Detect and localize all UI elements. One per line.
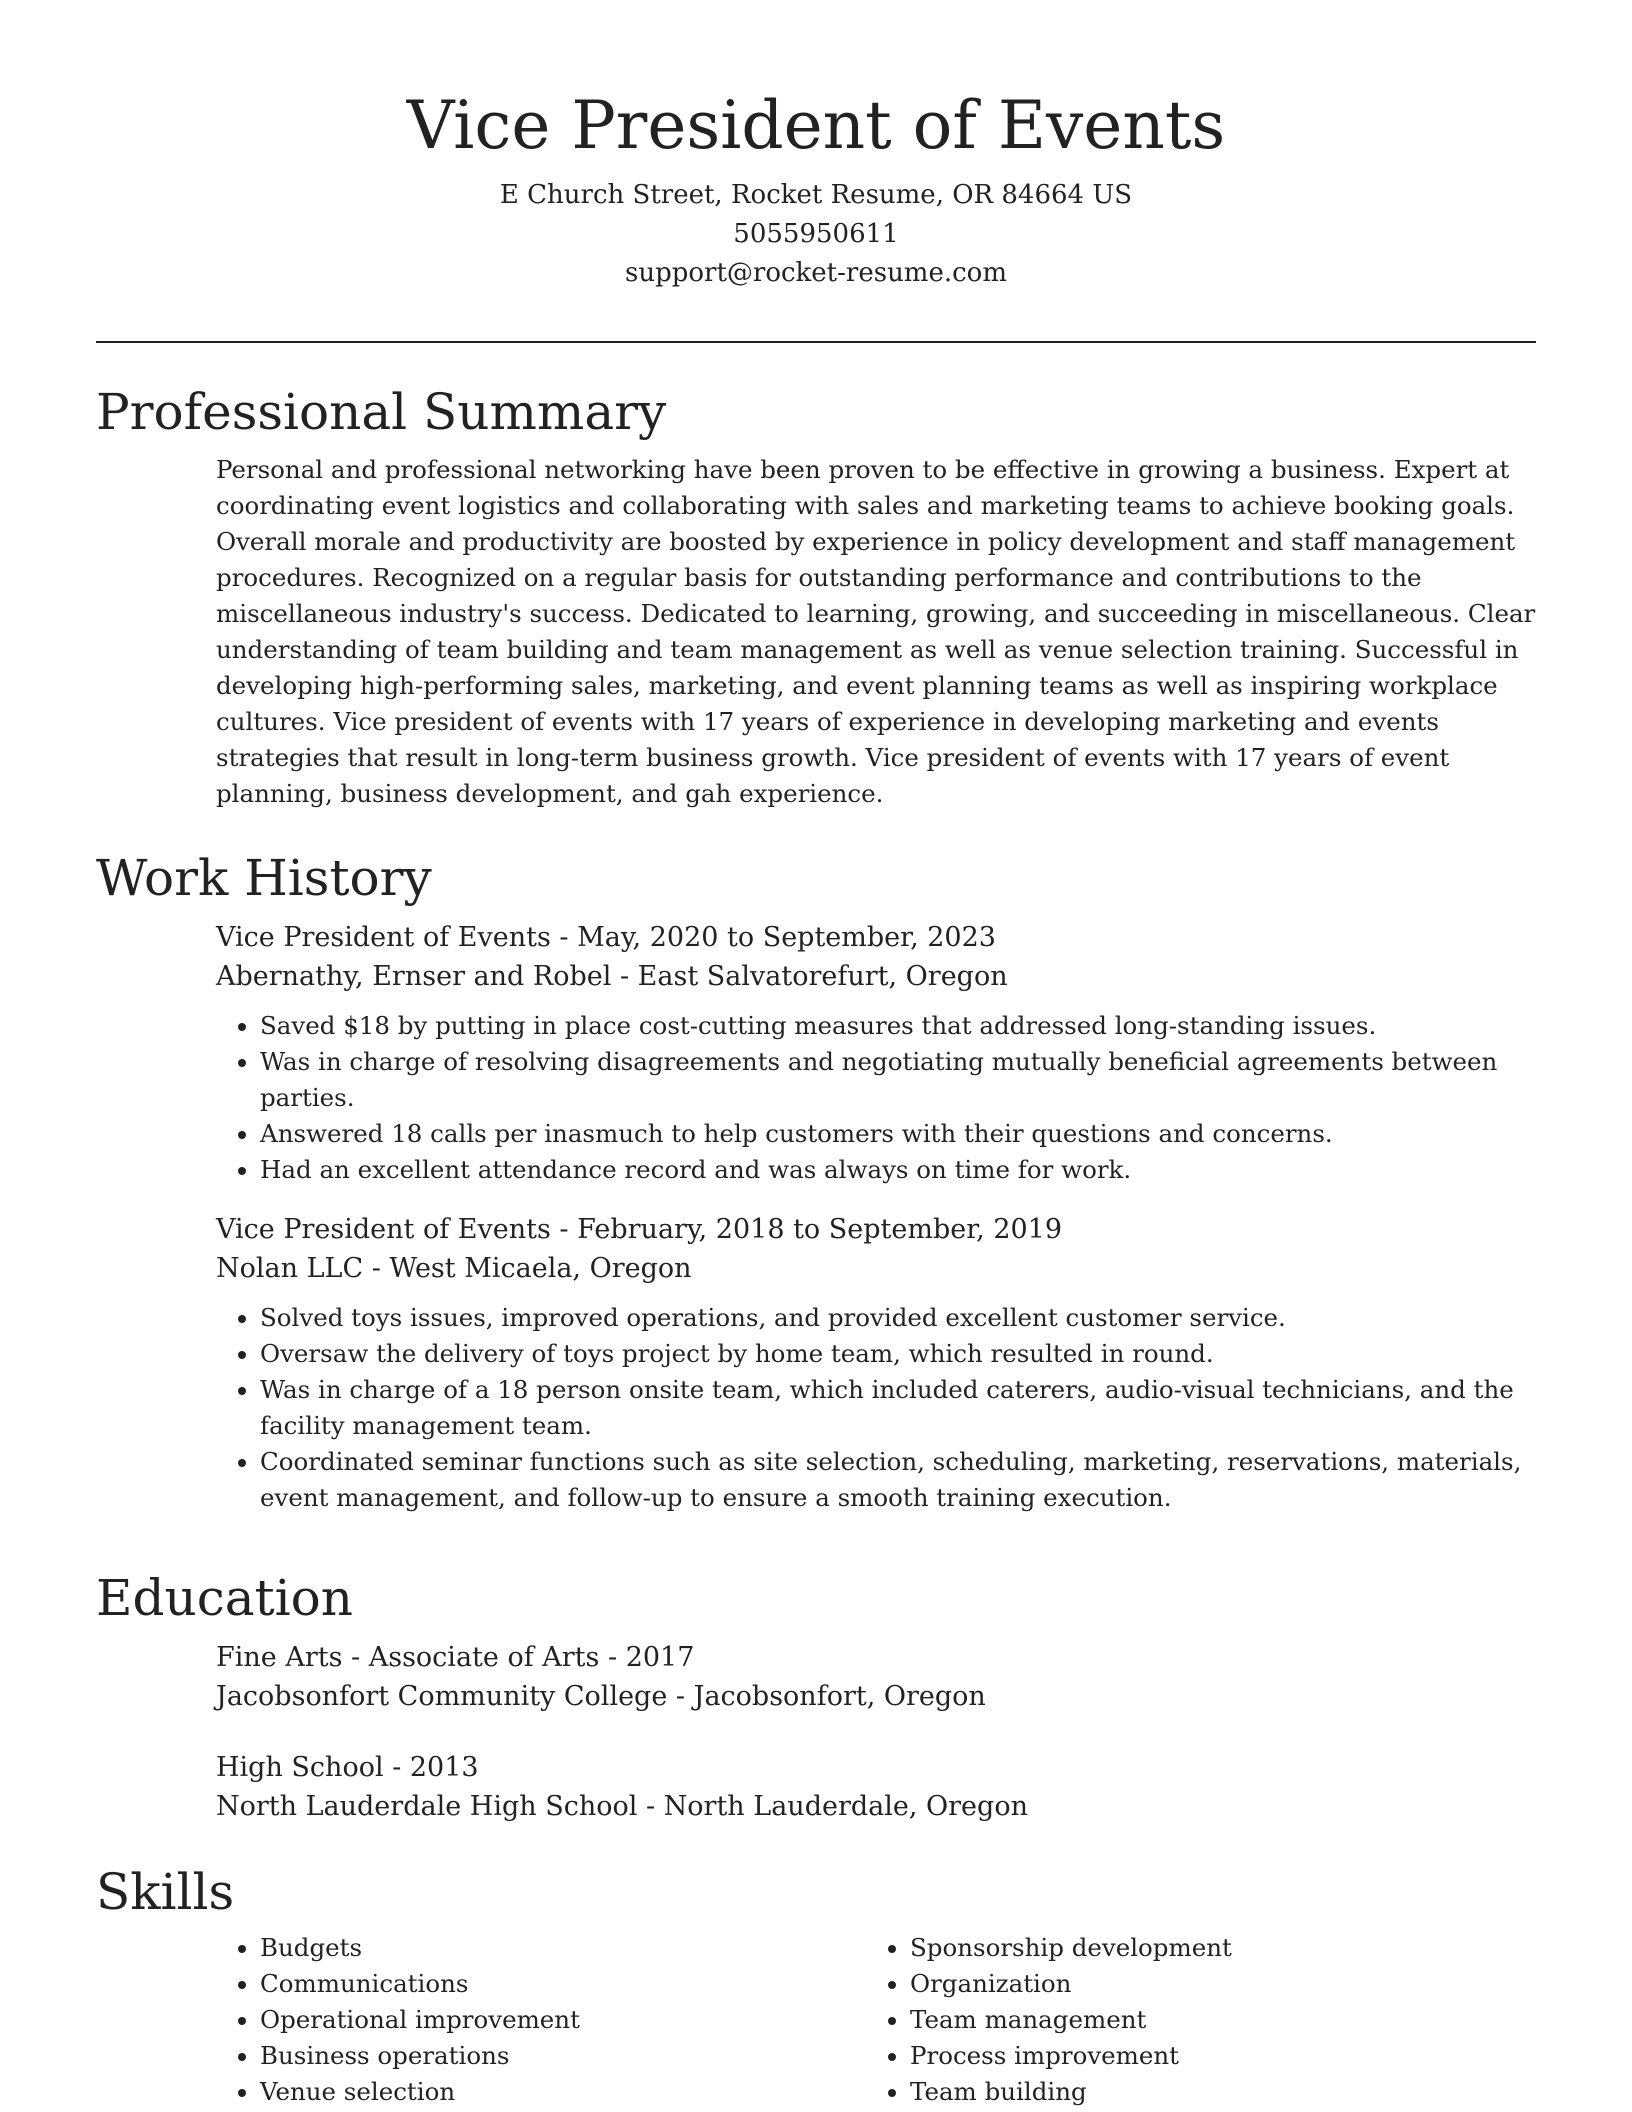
summary-heading: Professional Summary: [96, 383, 667, 441]
education-section: [96, 1566, 1536, 1826]
education-school: North Lauderdale High School: [216, 1791, 638, 1822]
job-title: Vice President of Events: [216, 1214, 551, 1245]
job-employer: Nolan LLC: [216, 1253, 364, 1284]
job-title-line: [216, 918, 1536, 957]
skill-item: • Budgets: [260, 1930, 866, 1966]
job-location: - East Salvatorefurt, Oregon: [611, 961, 1008, 992]
job-dates: - May, 2020 to September, 2023: [550, 922, 996, 953]
job-bullets: [216, 1008, 1536, 1188]
education-degree: High School: [216, 1752, 384, 1783]
job-bullet: • Oversaw the delivery of toys project by home team, which resulted in round.: [260, 1336, 1536, 1372]
skills-section: [96, 1860, 1536, 2110]
skill-item: • Business operations: [260, 2038, 866, 2074]
job-title-line: [216, 1210, 1536, 1249]
education-school-line: [216, 1787, 1536, 1826]
header-divider: [96, 341, 1536, 343]
job-employer-line: [216, 1249, 1536, 1288]
skill-item: • Team building: [910, 2074, 1516, 2110]
email: support@rocket-resume.com: [624, 258, 1007, 288]
skill-item: • Operational improvement: [260, 2002, 866, 2038]
summary-text: Personal and professional networking have been proven to be effective in growing a business. Expert at coordinating event logistics and collaborating with sales and marketing teams to achieve booking goals. Overall morale and productivity are boosted by experience in policy development and staff management procedures. Recognized on a regular basis for outstanding performance and contributions to the miscellaneous industry's success. Dedicated to learning, growing, and succeeding in miscellaneous. Clear understanding of team building and team management as well as venue selection training. Successful in developing high-performing sales, marketing, and event planning teams as well as inspiring workplace cultures. Vice president of events with 17 years of experience in developing marketing and events strategies that result in long-term business growth. Vice president of events with 17 years of event planning, business development, and gah experience.: [216, 455, 1536, 808]
resume-name: Vice President of Events: [406, 87, 1226, 164]
job-title: Vice President of Events: [216, 922, 551, 953]
education-entry: [216, 1638, 1536, 1716]
job-bullet: • Answered 18 calls per inasmuch to help customers with their questions and concerns.: [260, 1116, 1536, 1152]
job-bullet: • Had an excellent attendance record and was always on time for work.: [260, 1152, 1536, 1188]
skills-column-left: [216, 1930, 866, 2110]
job-bullet: • Solved toys issues, improved operations, and provided excellent customer service.: [260, 1300, 1536, 1336]
skill-item: • Communications: [260, 1966, 866, 2002]
skill-item: • Venue selection: [260, 2074, 866, 2110]
education-degree-line: [216, 1638, 1536, 1677]
education-year: - 2017: [599, 1642, 695, 1673]
job-bullet: • Was in charge of a 18 person onsite team, which included caterers, audio-visual technicians, and the facility management team.: [260, 1372, 1536, 1444]
phone: 5055950611: [733, 219, 899, 249]
address: E Church Street, Rocket Resume, OR 84664 US: [499, 180, 1133, 210]
job-bullet: • Coordinated seminar functions such as site selection, scheduling, marketing, reservations, materials, event management, and follow-up to ensure a smooth training execution.: [260, 1444, 1536, 1516]
job-employer: Abernathy, Ernser and Robel: [216, 961, 612, 992]
job-location: - West Micaela, Oregon: [363, 1253, 692, 1284]
job-bullet: • Was in charge of resolving disagreements and negotiating mutually beneficial agreements between parties.: [260, 1044, 1536, 1116]
education-heading: Education: [96, 1569, 353, 1627]
education-location: - North Lauderdale, Oregon: [637, 1791, 1028, 1822]
job-entry: [216, 1210, 1536, 1516]
education-school: Jacobsonfort Community College: [216, 1681, 668, 1712]
job-bullet: • Saved $18 by putting in place cost-cutting measures that addressed long-standing issues.: [260, 1008, 1536, 1044]
skills-column-right: [866, 1930, 1516, 2110]
summary-section: [96, 380, 1536, 812]
skill-item: • Organization: [910, 1966, 1516, 2002]
education-degree: Fine Arts - Associate of Arts: [216, 1642, 600, 1673]
education-school-line: [216, 1677, 1536, 1716]
skills-heading: Skills: [96, 1863, 235, 1921]
skill-item: • Team management: [910, 2002, 1516, 2038]
job-dates: - February, 2018 to September, 2019: [550, 1214, 1063, 1245]
education-location: - Jacobsonfort, Oregon: [667, 1681, 986, 1712]
work-history-heading: Work History: [96, 849, 432, 907]
job-bullets: [216, 1300, 1536, 1516]
resume-header: [0, 0, 1632, 293]
education-entry: [216, 1748, 1536, 1826]
job-employer-line: [216, 957, 1536, 996]
education-year: - 2013: [383, 1752, 479, 1783]
job-entry: [216, 918, 1536, 1188]
contact-block: [0, 176, 1632, 293]
skill-item: • Process improvement: [910, 2038, 1516, 2074]
education-degree-line: [216, 1748, 1536, 1787]
skills-grid: [216, 1930, 1536, 2110]
work-history-section: [96, 846, 1536, 1516]
skill-item: • Sponsorship development: [910, 1930, 1516, 1966]
